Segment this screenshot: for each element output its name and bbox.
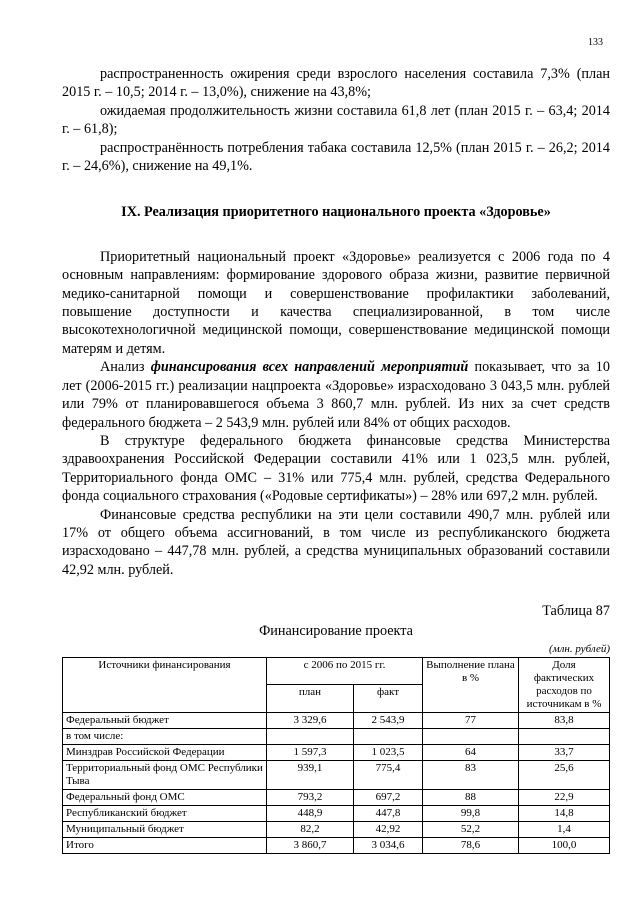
cell-plan: 793,2	[267, 789, 354, 805]
cell-share: 33,7	[519, 744, 610, 760]
header-plan: план	[267, 685, 354, 713]
table-row	[63, 805, 610, 821]
header-share: Доля фактических расходов по источникам в %	[519, 657, 610, 712]
paragraph-2-end: показывает, что за 10 лет (2006-2015 гг.) реализации нацпроекта «Здоровье» израсходовано 3 043,5 млн. рублей или 79% от планировавшегося объема 3 860,7 млн. рублей. Из них за счет средств федерального бюджета – 2 543,9 млн. рублей или 84% от общих расходов.	[62, 359, 610, 431]
cell-plan: 3 329,6	[267, 712, 354, 728]
header-source: Источники финансирования	[63, 657, 267, 712]
cell-source: Муниципальный бюджет	[63, 821, 267, 837]
section-paragraph-4: Финансовые средства республики на эти цели составили 490,7 млн. рублей или 17% от общего объема ассигнований, в том числе из республиканского бюджета израсходовано – 447,78 млн. рублей, а средства муниципальных образований составили 42,92 млн. рублей.	[62, 506, 610, 578]
cell-fulfillment: 88	[423, 789, 519, 805]
cell-fulfillment	[423, 728, 519, 744]
section-paragraph-1: Приоритетный национальный проект «Здоровье» реализуется с 2006 года по 4 основным направлениям: формирование здорового образа жизни, развитие первичной медико-санитарной помощи и совершенствование профилактики заболеваний, повышение доступности и качества специализированной, в том числе высокотехнологичной медицинской помощи, совершенствование медицинской помощи матерям и детям.	[62, 248, 610, 357]
table-row	[63, 789, 610, 805]
section-paragraph-3: В структуре федерального бюджета финансовые средства Министерства здравоохранения Российской Федерации составили 41% или 1 023,5 млн. рублей, Территориального фонда ОМС – 31% или 775,4 млн. рублей, средства Федерального фонда социального страхования («Родовые сертификаты») – 28% или 697,2 млн. рублей.	[62, 432, 610, 505]
header-fact: факт	[354, 685, 423, 713]
cell-fact	[354, 728, 423, 744]
table-caption: Финансирование проекта	[259, 622, 413, 639]
cell-fact: 2 543,9	[354, 712, 423, 728]
cell-source: Федеральный фонд ОМС	[63, 789, 267, 805]
table-row	[63, 712, 610, 728]
cell-plan: 1 597,3	[267, 744, 354, 760]
cell-source: Итого	[63, 837, 267, 853]
table-row	[63, 760, 610, 789]
cell-share: 22,9	[519, 789, 610, 805]
section-paragraph-2	[62, 358, 610, 432]
cell-plan: 82,2	[267, 821, 354, 837]
intro-paragraph-life-expectancy: ожидаемая продолжительность жизни составила 61,8 лет (план 2015 г. – 63,4; 2014 г. – 61,8);	[62, 102, 610, 138]
cell-share	[519, 728, 610, 744]
cell-fact: 697,2	[354, 789, 423, 805]
cell-fact: 775,4	[354, 760, 423, 789]
table-row	[63, 728, 610, 744]
cell-share: 83,8	[519, 712, 610, 728]
cell-source: Территориальный фонд ОМС Республики Тыва	[63, 760, 267, 789]
cell-fulfillment: 83	[423, 760, 519, 789]
table-units: (млн. рублей)	[548, 642, 610, 655]
page-number: 133	[588, 37, 603, 48]
section-title: IX. Реализация приоритетного национального проекта «Здоровье»	[121, 204, 551, 221]
cell-source: Федеральный бюджет	[63, 712, 267, 728]
cell-fulfillment: 78,6	[423, 837, 519, 853]
cell-share: 25,6	[519, 760, 610, 789]
cell-source: в том числе:	[63, 728, 267, 744]
cell-plan: 3 860,7	[267, 837, 354, 853]
cell-share: 100,0	[519, 837, 610, 853]
cell-fact: 3 034,6	[354, 837, 423, 853]
header-fulfillment: Выполнение плана в %	[423, 657, 519, 712]
header-period: с 2006 по 2015 гг.	[267, 657, 423, 685]
cell-plan: 939,1	[267, 760, 354, 789]
cell-share: 14,8	[519, 805, 610, 821]
cell-share: 1,4	[519, 821, 610, 837]
table-row-total	[63, 837, 610, 853]
table-header-row	[63, 657, 610, 685]
cell-fulfillment: 77	[423, 712, 519, 728]
intro-paragraph-tobacco: распространённость потребления табака составила 12,5% (план 2015 г. – 26,2; 2014 г. – 24,6%), снижение на 49,1%.	[62, 139, 610, 175]
cell-fact: 42,92	[354, 821, 423, 837]
financing-table	[62, 657, 610, 854]
cell-fulfillment: 64	[423, 744, 519, 760]
table-row	[63, 744, 610, 760]
table-label: Таблица 87	[542, 603, 610, 620]
page-content	[62, 65, 610, 854]
cell-plan: 448,9	[267, 805, 354, 821]
cell-fact: 447,8	[354, 805, 423, 821]
cell-fact: 1 023,5	[354, 744, 423, 760]
cell-fulfillment: 52,2	[423, 821, 519, 837]
paragraph-2-start: Анализ	[100, 359, 151, 376]
table-row	[63, 821, 610, 837]
cell-source: Республиканский бюджет	[63, 805, 267, 821]
paragraph-2-emphasis: финансирования всех направлений мероприятий	[150, 359, 469, 376]
cell-source: Минздрав Российской Федерации	[63, 744, 267, 760]
cell-fulfillment: 99,8	[423, 805, 519, 821]
cell-plan	[267, 728, 354, 744]
intro-paragraph-obesity: распространенность ожирения среди взрослого населения составила 7,3% (план 2015 г. – 10,5; 2014 г. – 13,0%), снижение на 43,8%;	[62, 66, 610, 101]
